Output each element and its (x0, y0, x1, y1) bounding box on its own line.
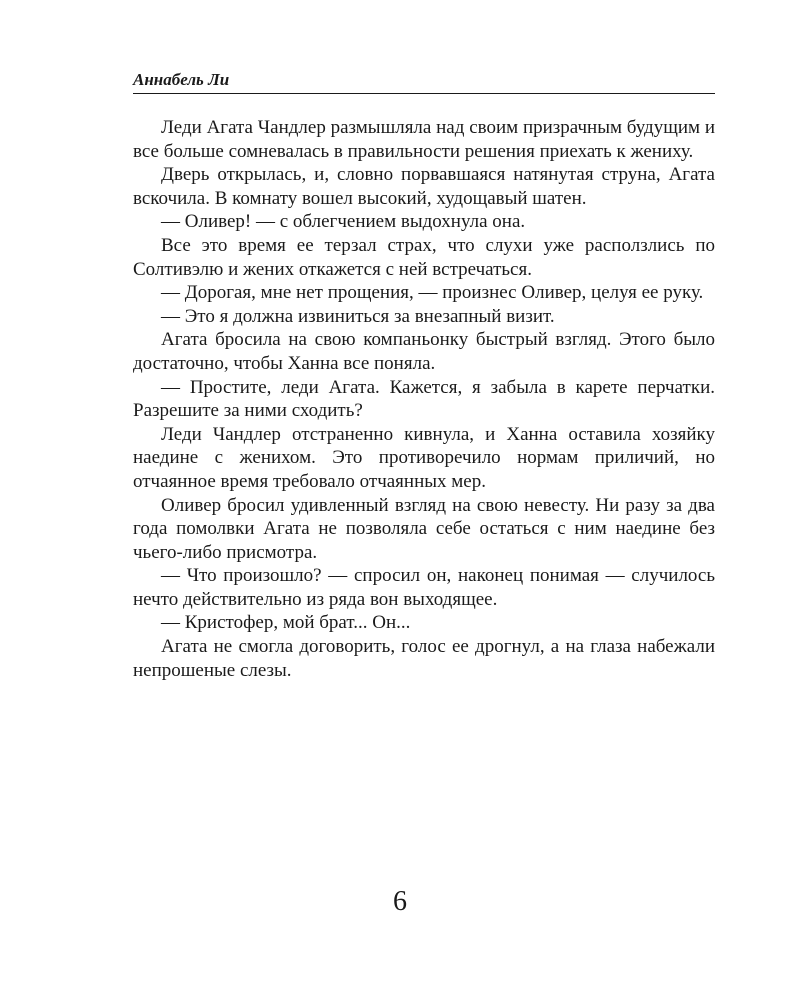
paragraph: Оливер бросил удивленный взгляд на свою невесту. Ни разу за два года помолвки Агата не позволяла себе остаться с ним наедине без чьего-либо присмотра. (133, 494, 715, 563)
paragraph: Леди Агата Чандлер размышляла над своим призрачным будущим и все больше сомневалась в правильности решения приехать к жениху. (133, 117, 715, 162)
page-number: 6 (393, 886, 407, 917)
paragraph: — Что произошло? — спросил он, наконец понимая — случилось нечто действительно из ряда вон выходящее. (133, 565, 715, 610)
text-body (133, 116, 715, 682)
paragraph: Дверь открылась, и, словно порвавшаяся натянутая струна, Агата вскочила. В комнату вошел высокий, худощавый шатен. (133, 164, 715, 209)
paragraph: Леди Чандлер отстраненно кивнула, и Ханна оставила хозяйку наедине с женихом. Это противоречило нормам приличий, но отчаянное время требовало отчаянных мер. (133, 423, 715, 492)
paragraph: Все это время ее терзал страх, что слухи уже расползлись по Солтивэлю и жених откажется с ней встречаться. (133, 234, 715, 280)
paragraph: — Оливер! — с облегчением выдохнула она. (161, 211, 526, 233)
running-header-title: Аннабель Ли (133, 70, 230, 89)
paragraph: — Простите, леди Агата. Кажется, я забыла в карете перчатки. Разрешите за ними сходить? (133, 376, 715, 422)
paragraph: — Дорогая, мне нет прощения, — произнес Оливер, целуя ее руку. (161, 282, 704, 304)
paragraph: Агата бросила на свою компаньонку быстрый взгляд. Этого было достаточно, чтобы Ханна все поняла. (133, 329, 715, 374)
header-rule (133, 93, 715, 94)
paragraph: — Кристофер, мой брат... Он... (161, 612, 411, 634)
paragraph: Агата не смогла договорить, голос ее дрогнул, а на глаза набежали непрошеные слезы. (133, 636, 715, 681)
paragraph: — Это я должна извиниться за внезапный визит. (161, 305, 555, 327)
